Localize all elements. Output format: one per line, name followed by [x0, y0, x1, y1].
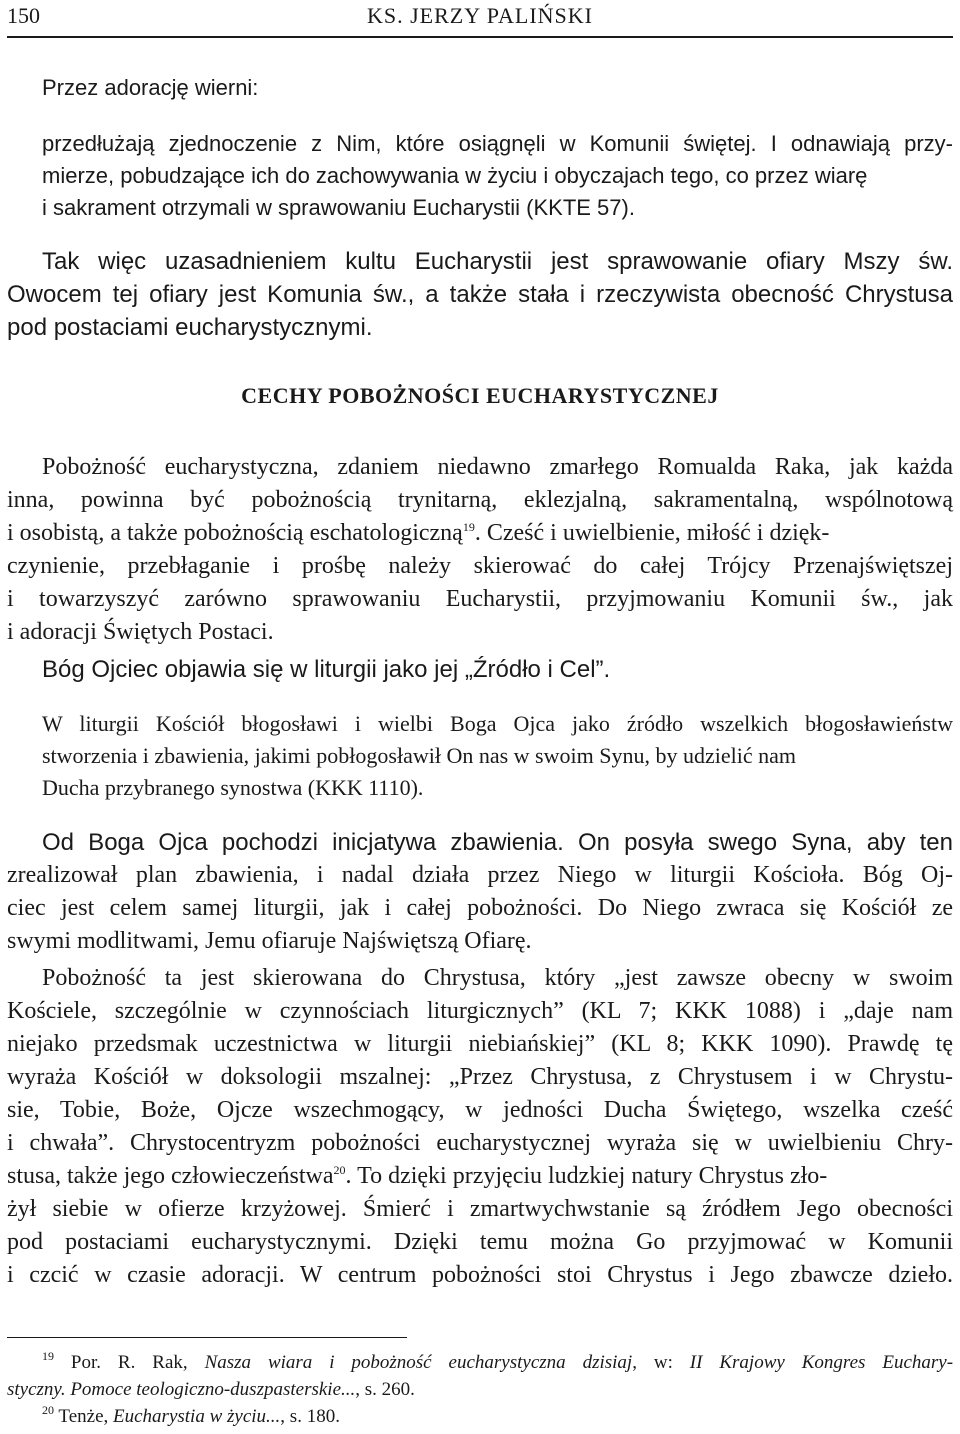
text-line: Pobożność eucharystyczna, zdaniem niedawno zmarłego Romualda Raka, jak każda — [42, 454, 953, 480]
text-line: ciec jest celem samej liturgii, jak i całej pobożności. Do Niego zwraca się Kościół ze — [7, 895, 953, 921]
footnote-number: 20 — [42, 1403, 54, 1417]
text-line: Od Boga Ojca pochodzi inicjatywa zbawienia. On posyła swego Syna, aby ten — [42, 829, 953, 856]
text-line: Tak więc uzasadnieniem kultu Eucharystii jest sprawowanie ofiary Mszy św. — [42, 248, 953, 275]
footnote-title: Eucharystia w życiu... — [113, 1406, 281, 1427]
text-line: i adoracji Świętych Postaci. — [7, 619, 274, 645]
paragraph-3: Bóg Ojciec objawia się w liturgii jako jej „Źródło i Cel”. — [42, 656, 611, 683]
quote-line: stworzenia i zbawienia, jakimi pobłogosławił On nas w swoim Synu, by udzielić nam — [42, 743, 796, 768]
footnote-number: 19 — [42, 1349, 54, 1363]
header-rule — [7, 36, 953, 38]
quote-intro: Przez adorację wierni: — [42, 75, 259, 100]
text-line: pod postaciami eucharystycznymi. Dzięki temu można Go przyjmować w Komunii — [7, 1229, 953, 1255]
footnote-book: II Krajowy Kongres Euchary- — [689, 1352, 954, 1373]
text-line: sie, Tobie, Boże, Ojcze wszechmogący, w jedności Ducha Świętego, wszelka cześć — [7, 1097, 953, 1123]
text-line: pod postaciami eucharystycznymi. — [7, 314, 373, 341]
text-line: swymi modlitwami, Jemu ofiaruje Najświętszą Ofiarę. — [7, 928, 532, 954]
text-line: inna, powinna być pobożnością trynitarną, eklezjalną, sakramentalną, wspólnotową — [7, 487, 953, 513]
text-line: wyraża Kościół w doksologii mszalnej: „Przez Chrystusa, z Chrystusem i w Chrystu- — [7, 1064, 953, 1090]
text-line: Kościele, szczególnie w czynnościach liturgicznych” (KL 7; KKK 1088) i „daje nam — [7, 998, 953, 1024]
footnote-ref-20[interactable]: 20 — [333, 1163, 346, 1177]
text-line: czynienie, przebłaganie i prośbę należy skierować do całej Trójcy Przenajświętszej — [7, 553, 953, 579]
footnote-19: $^{19}$ Por. R. Rak, Nasza wiara i pobożność eucharystyczna dzisiaj, w: II Krajowy Kongres Euchary- — [42, 1349, 954, 1373]
text-line: i osobistą, a także pobożnością eschatologiczną$^{19}$. Cześć i uwielbienie, miłość i dzięk- — [7, 520, 830, 546]
footnote-rule — [7, 1337, 407, 1338]
page-number: 150 — [7, 3, 40, 28]
quote-line: W liturgii Kościół błogosławi i wielbi Boga Ojca jako źródło wszelkich błogosławieństw — [42, 711, 953, 736]
quote-line: i sakrament otrzymali w sprawowaniu Eucharystii (KKTE 57). — [42, 195, 635, 220]
quote-line: przedłużają zjednoczenie z Nim, które osiągnęli w Komunii świętej. I odnawiają przy- — [42, 131, 953, 156]
text-line: i towarzyszyć zarówno sprawowaniu Eucharystii, przyjmowaniu Komunii św., jak — [7, 586, 953, 612]
running-title: KS. JERZY PALIŃSKI — [366, 3, 593, 28]
footnote-19-continued: styczny. Pomoce teologiczno-duszpasterskie..., s. 260. — [7, 1379, 415, 1400]
footnote-ref-19[interactable]: 19 — [462, 520, 475, 534]
quote-line: Ducha przybranego synostwa (KKK 1110). — [42, 775, 424, 800]
text-line: Pobożność ta jest skierowana do Chrystusa, który „jest zawsze obecny w swoim — [42, 965, 953, 991]
text-line: Owocem tej ofiary jest Komunia św., a także stała i rzeczywista obecność Chrystusa — [7, 281, 953, 308]
quote-line: mierze, pobudzające ich do zachowywania w życiu i obyczajach tego, co przez wiarę — [42, 163, 868, 188]
text-line: stusa, także jego człowieczeństwa$^{20}$. To dzięki przyjęciu ludzkiej natury Chrystus zło- — [7, 1163, 828, 1189]
section-heading: CECHY POBOŻNOŚCI EUCHARYSTYCZNEJ — [241, 383, 719, 408]
text-line: i chwała”. Chrystocentryzm pobożności eucharystycznej wyraża się w uwielbieniu Chry- — [7, 1130, 953, 1156]
text-line: żył siebie w ofierze krzyżowej. Śmierć i zmartwychwstanie są źródłem Jego obecności — [7, 1196, 953, 1222]
footnote-20: $^{20}$ Tenże, Eucharystia w życiu..., s. 180. — [42, 1403, 340, 1427]
text-line: niejako przedsmak uczestnictwa w liturgii niebiańskiej” (KL 8; KKK 1090). Prawdę tę — [7, 1031, 953, 1057]
footnote-title: Nasza wiara i pobożność eucharystyczna dzisiaj — [204, 1352, 633, 1373]
text-line: zrealizował plan zbawienia, i nadal działa przez Niego w liturgii Kościoła. Bóg Oj- — [7, 862, 953, 888]
text-line: i czcić w czasie adoracji. W centrum pobożności stoi Chrystus i Jego zbawcze dzieło. — [7, 1262, 953, 1288]
